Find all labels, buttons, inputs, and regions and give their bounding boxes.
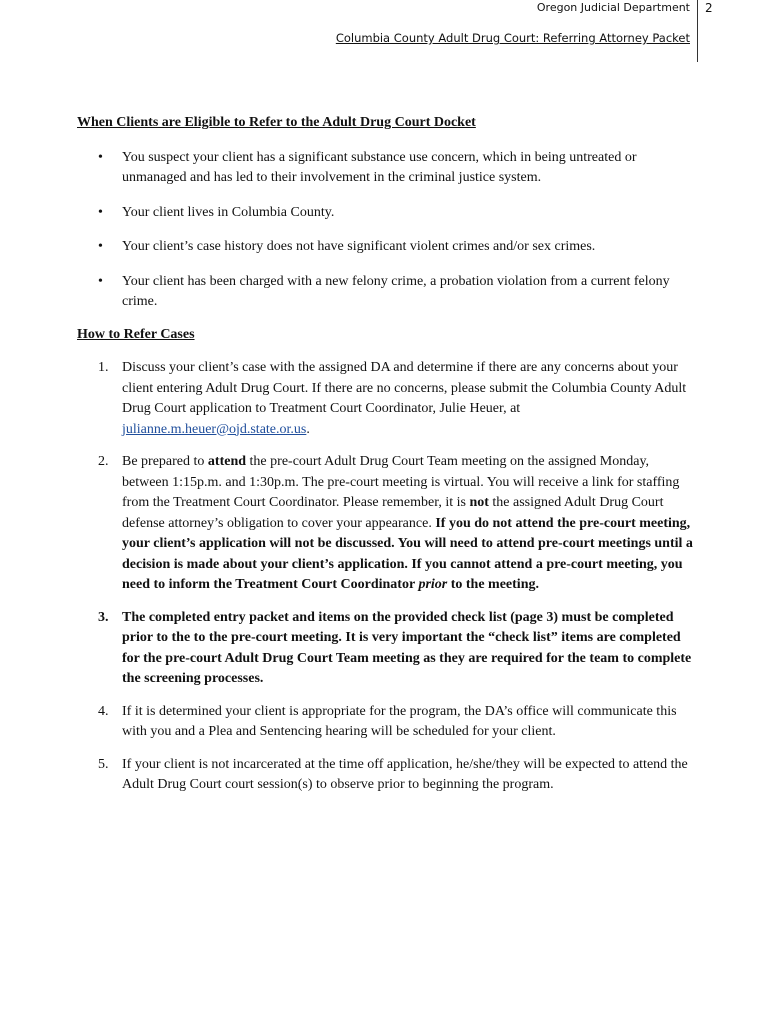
step-text: Be prepared to xyxy=(122,454,208,469)
step-number: 5. xyxy=(98,756,109,772)
list-item: • Your client’s case history does not have significant violent crimes and/or sex crimes. xyxy=(77,237,697,258)
step-number: 1. xyxy=(98,360,109,375)
step-2 xyxy=(77,452,697,596)
step-text: the pre-court Adult Drug Court Team meeting on the assigned Monday, between 1:15p.m. and 1:30p.m. The pre-court meeting is virtual. You will receive a link for staffing from the Treatment Court Coordinator. Please remember, it is xyxy=(122,454,680,510)
step-bold: to the meeting. xyxy=(447,577,539,592)
step-text-end: . xyxy=(306,421,310,437)
step-text: the assigned Adult Drug Court defense attorney’s obligation to cover your appearance. xyxy=(122,495,664,531)
document-body xyxy=(77,113,697,808)
step-1 xyxy=(77,358,697,440)
step-text: The completed entry packet and items on the provided check list (page 3) must be completed prior to the to the pre-court meeting. It is very important the “check list” items are completed for the pre-court Adult Drug Court Team meeting as they are required for the team to complete the screening processes. xyxy=(122,609,692,686)
step-bold: If you do not attend the pre-court meeting, your client’s application will not be discussed. You will need to attend pre-court meetings until a decision is made about your client’s application. If you cannot attend a pre-court meeting, you need to inform the Treatment Court Coordinator xyxy=(122,515,693,592)
list-item: • You suspect your client has a significant substance use concern, which in being untreated or unmanaged and has led to their involvement in the criminal justice system. xyxy=(77,148,697,189)
eligibility-heading: When Clients are Eligible to Refer to the Adult Drug Court Docket xyxy=(77,115,476,130)
eligibility-list xyxy=(77,148,697,313)
step-5 xyxy=(77,755,697,796)
step-bold-italic: prior xyxy=(418,577,448,592)
header-divider xyxy=(697,0,698,62)
list-item: • Your client has been charged with a new felony crime, a probation violation from a current felony crime. xyxy=(77,272,697,313)
header-subtitle: Columbia County Adult Drug Court: Referring Attorney Packet xyxy=(335,31,690,45)
step-bold: attend xyxy=(207,454,247,469)
step-bold: not xyxy=(469,495,489,510)
refer-steps xyxy=(77,358,697,796)
step-number: 2. xyxy=(98,454,109,469)
refer-heading: How to Refer Cases xyxy=(77,326,195,342)
step-text: Discuss your client’s case with the assigned DA and determine if there are any concerns about your client entering Adult Drug Court. If there are no concerns, please submit the Columbia County Adult Drug Court application to Treatment Court Coordinator, Julie Heuer, at xyxy=(122,360,687,416)
step-number: 3. xyxy=(98,609,109,625)
step-text: If your client is not incarcerated at the time off application, he/she/they will be expected to attend the Adult Drug Court court session(s) to observe prior to beginning the program. xyxy=(122,756,688,792)
step-number: 4. xyxy=(98,703,109,719)
page-number: 2 xyxy=(705,1,713,15)
step-text: If it is determined your client is appropriate for the program, the DA’s office will communicate this with you and a Plea and Sentencing hearing will be scheduled for your client. xyxy=(122,703,677,739)
step-4 xyxy=(77,702,697,743)
step-3 xyxy=(77,608,697,690)
header-org: Oregon Judicial Department xyxy=(536,1,690,14)
coordinator-email-link[interactable]: julianne.m.heuer@ojd.state.or.us xyxy=(122,421,307,437)
list-item: • Your client lives in Columbia County. xyxy=(77,203,697,224)
